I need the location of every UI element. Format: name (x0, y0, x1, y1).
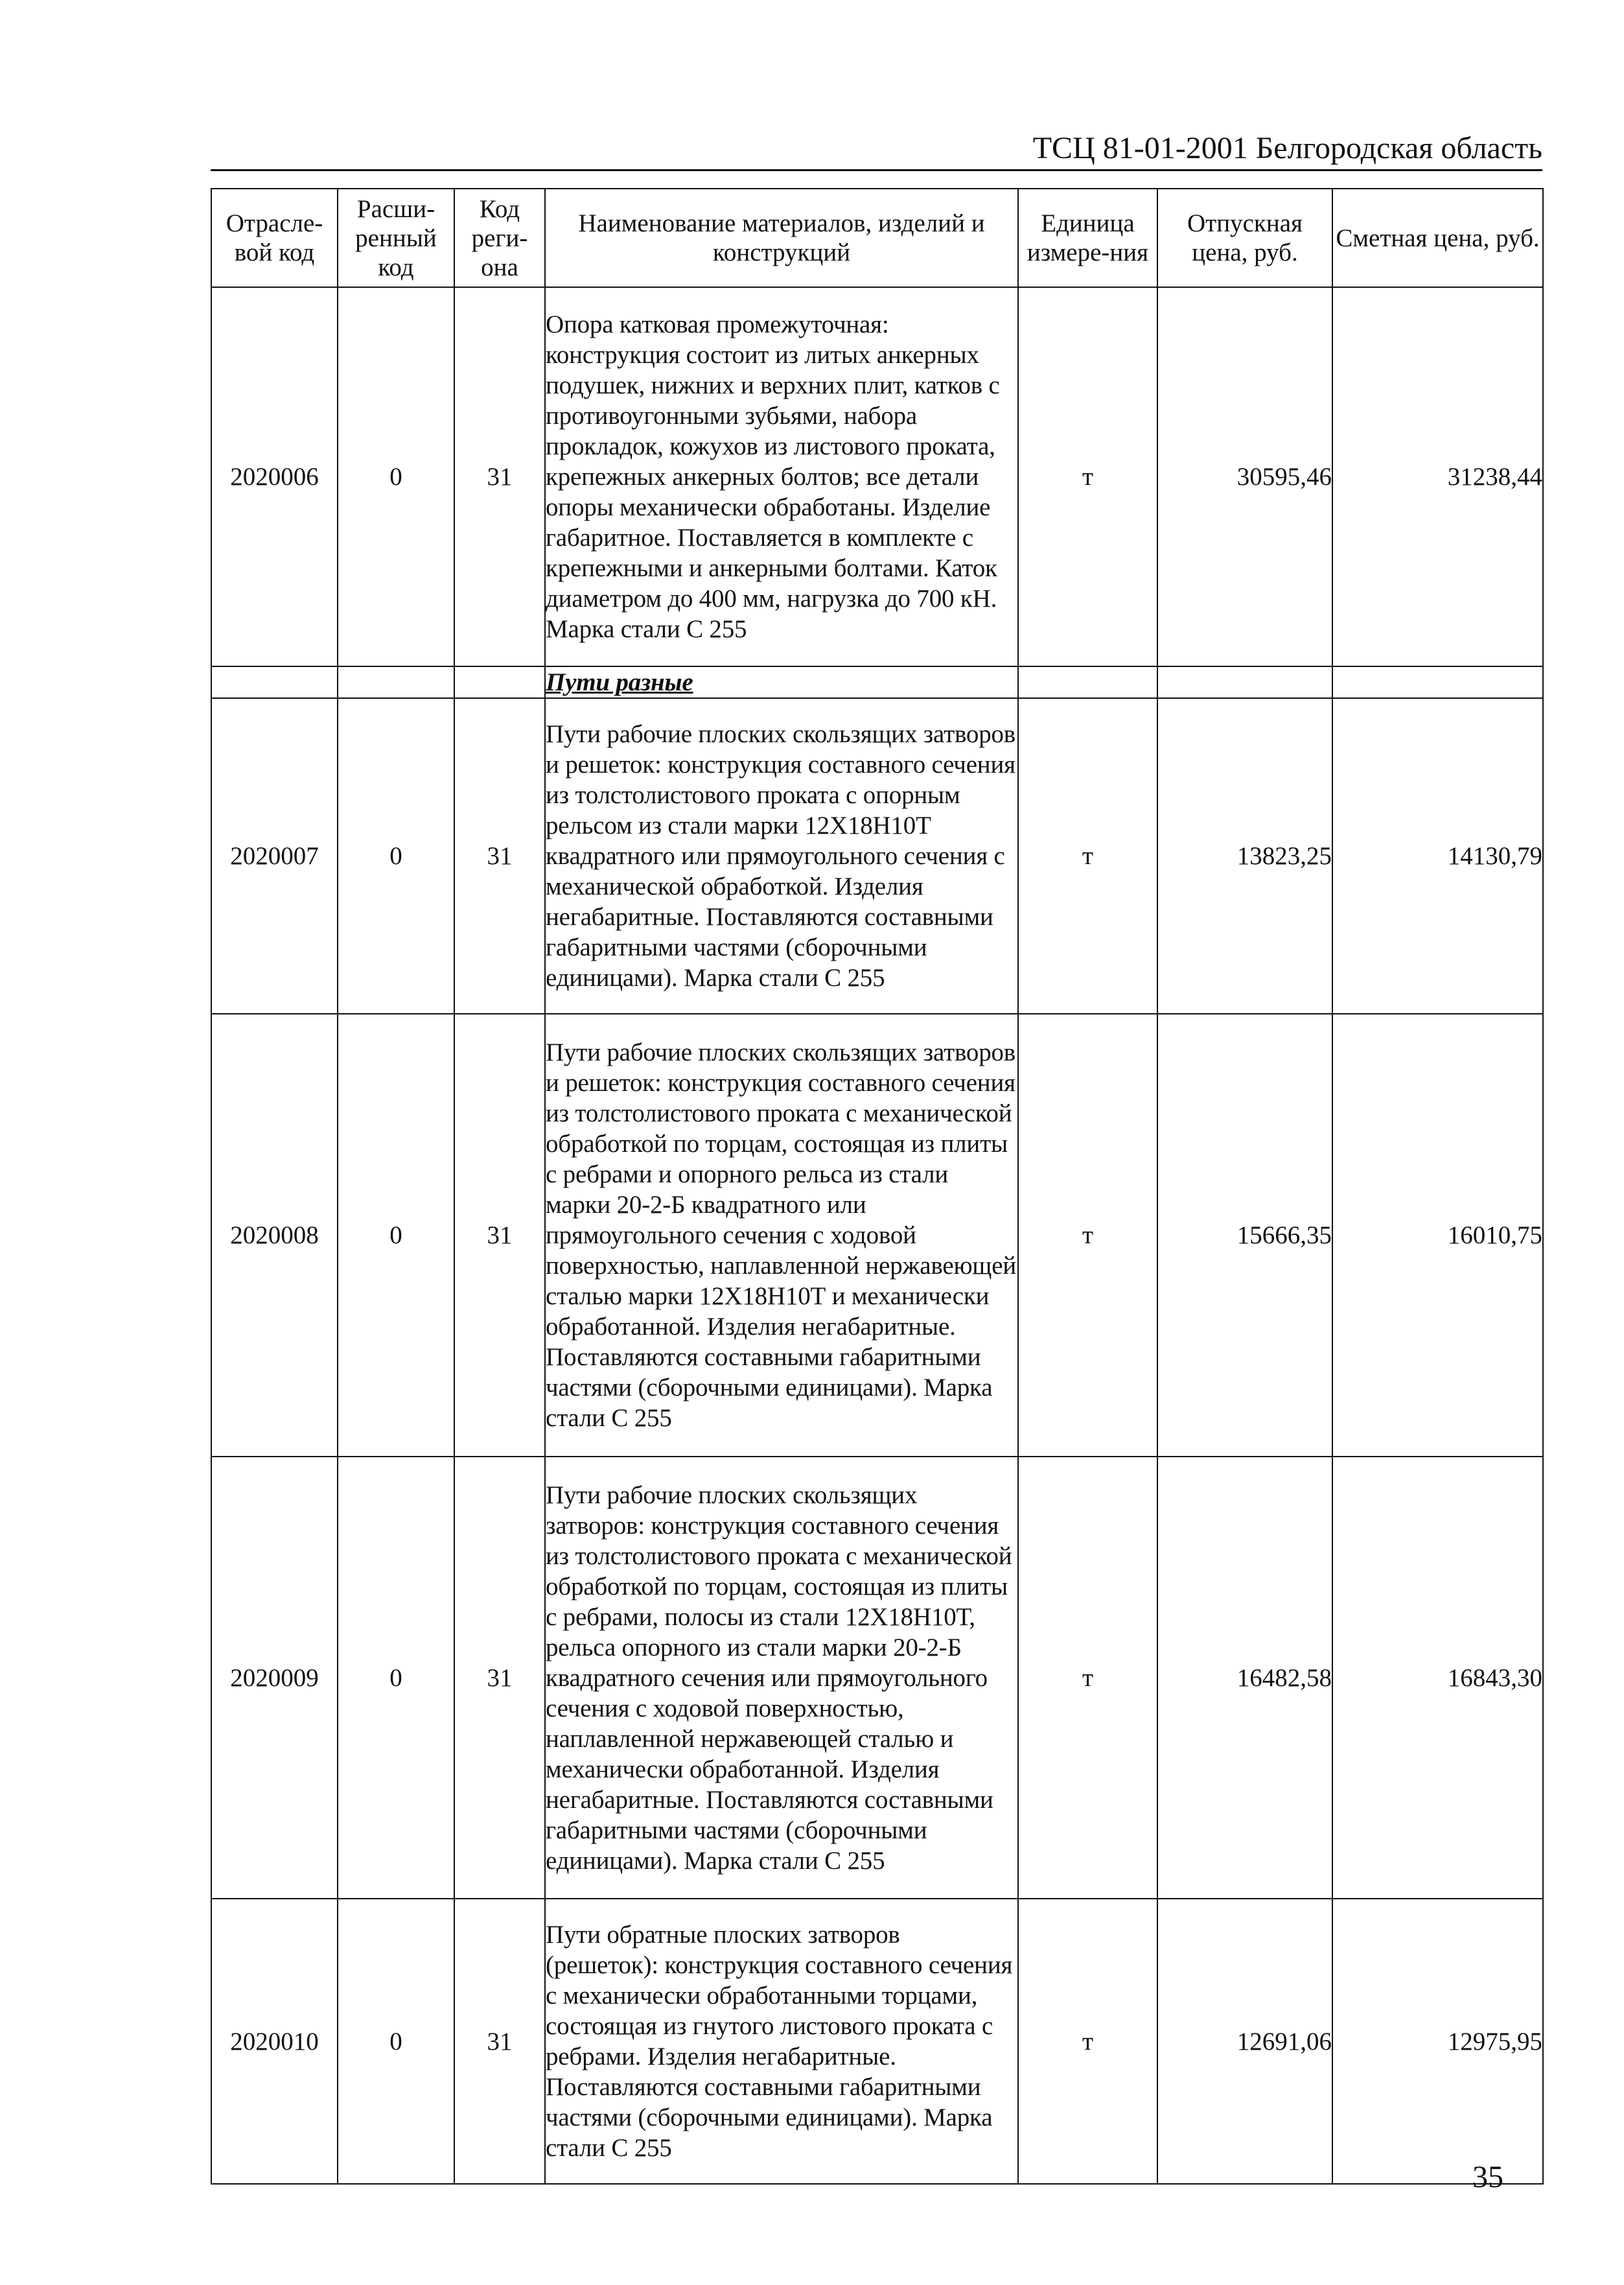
cell-item-name: Опора катковая промежуточная: конструкция состоит из литых анкерных подушек, нижних и верхних плит, катков с противоугонными зубьями, набора прокладок, кожухов из листового проката, крепежных анкерных болтов; все детали опоры механически обработаны. Изделие габаритное. Поставляется в комплекте с крепежными и анкерными болтами. Каток диаметром до 400 мм, нагрузка до 700 кН. Марка стали С 255 (545, 287, 1018, 666)
cell-unit: т (1018, 1457, 1157, 1899)
price-table (211, 188, 1544, 2185)
col-header-release-price: Отпускная цена, руб. (1157, 189, 1332, 287)
cell-release-price: 16482,58 (1157, 1457, 1332, 1899)
col-header-industry-code: Отрасле-вой код (211, 189, 338, 287)
table-row (211, 1457, 1543, 1899)
cell-region-code: 31 (454, 287, 545, 666)
cell-release-price: 30595,46 (1157, 287, 1332, 666)
cell-extended-code: 0 (338, 698, 454, 1014)
cell-estimate-price: 14130,79 (1332, 698, 1543, 1014)
table-row (211, 287, 1543, 666)
section-cell-empty (454, 666, 545, 698)
cell-region-code: 31 (454, 1457, 545, 1899)
col-header-estimate-price: Сметная цена, руб. (1332, 189, 1543, 287)
cell-region-code: 31 (454, 1014, 545, 1457)
cell-industry-code: 2020006 (211, 287, 338, 666)
cell-estimate-price: 16843,30 (1332, 1457, 1543, 1899)
col-header-name: Наименование материалов, изделий и конструкций (545, 189, 1018, 287)
cell-release-price: 12691,06 (1157, 1899, 1332, 2184)
table-row (211, 698, 1543, 1014)
cell-item-name: Пути рабочие плоских скользящих затворов: конструкция составного сечения из толстолистового проката с механической обработкой по торцам, состоящая из плиты с ребрами, полосы из стали 12Х18Н10Т, рельса опорного из стали марки 20-2-Б квадратного сечения или прямоугольного сечения с ходовой поверхностью, наплавленной нержавеющей сталью и механически обработанной. Изделия негабаритные. Поставляются составными габаритными частями (сборочными единицами). Марка стали С 255 (545, 1457, 1018, 1899)
cell-unit: т (1018, 1899, 1157, 2184)
section-cell-empty (1018, 666, 1157, 698)
cell-estimate-price: 16010,75 (1332, 1014, 1543, 1457)
section-cell-empty (1157, 666, 1332, 698)
table-body (211, 287, 1543, 2184)
cell-release-price: 13823,25 (1157, 698, 1332, 1014)
cell-industry-code: 2020010 (211, 1899, 338, 2184)
table-header-row (211, 189, 1543, 287)
cell-release-price: 15666,35 (1157, 1014, 1332, 1457)
document-header-title: ТСЦ 81-01-2001 Белгородская область (1032, 131, 1542, 165)
cell-item-name: Пути рабочие плоских скользящих затворов и решеток: конструкция составного сечения из толстолистового проката с опорным рельсом из стали марки 12Х18Н10Т квадратного или прямоугольного сечения с механической обработкой. Изделия негабаритные. Поставляются составными габаритными частями (сборочными единицами). Марка стали С 255 (545, 698, 1018, 1014)
cell-extended-code: 0 (338, 1014, 454, 1457)
col-header-unit: Единица измере-ния (1018, 189, 1157, 287)
section-cell-empty (211, 666, 338, 698)
section-cell-empty (1332, 666, 1543, 698)
col-header-region-code: Код реги-она (454, 189, 545, 287)
section-title: Пути разные (545, 666, 1018, 698)
cell-industry-code: 2020009 (211, 1457, 338, 1899)
table-row (211, 1899, 1543, 2184)
cell-industry-code: 2020007 (211, 698, 338, 1014)
cell-unit: т (1018, 698, 1157, 1014)
section-cell-empty (338, 666, 454, 698)
cell-region-code: 31 (454, 698, 545, 1014)
cell-region-code: 31 (454, 1899, 545, 2184)
cell-unit: т (1018, 1014, 1157, 1457)
table-header (211, 189, 1543, 287)
page-number: 35 (1472, 2160, 1503, 2194)
cell-unit: т (1018, 287, 1157, 666)
cell-item-name: Пути обратные плоских затворов (решеток): конструкция составного сечения с механически обработанными торцами, состоящая из гнутого листового проката с ребрами. Изделия негабаритные. Поставляются составными габаритными частями (сборочными единицами). Марка стали С 255 (545, 1899, 1018, 2184)
table-row (211, 1014, 1543, 1457)
cell-estimate-price: 12975,95 (1332, 1899, 1543, 2184)
cell-extended-code: 0 (338, 1457, 454, 1899)
col-header-extended-code: Расши-ренный код (338, 189, 454, 287)
cell-extended-code: 0 (338, 1899, 454, 2184)
header-rule (211, 169, 1542, 171)
cell-industry-code: 2020008 (211, 1014, 338, 1457)
section-row (211, 666, 1543, 698)
cell-extended-code: 0 (338, 287, 454, 666)
cell-estimate-price: 31238,44 (1332, 287, 1543, 666)
cell-item-name: Пути рабочие плоских скользящих затворов и решеток: конструкция составного сечения из толстолистового проката с механической обработкой по торцам, состоящая из плиты с ребрами и опорного рельса из стали марки 20-2-Б квадратного или прямоугольного сечения с ходовой поверхностью, наплавленной нержавеющей сталью марки 12Х18Н10Т и механически обработанной. Изделия негабаритные. Поставляются составными габаритными частями (сборочными единицами). Марка стали С 255 (545, 1014, 1018, 1457)
